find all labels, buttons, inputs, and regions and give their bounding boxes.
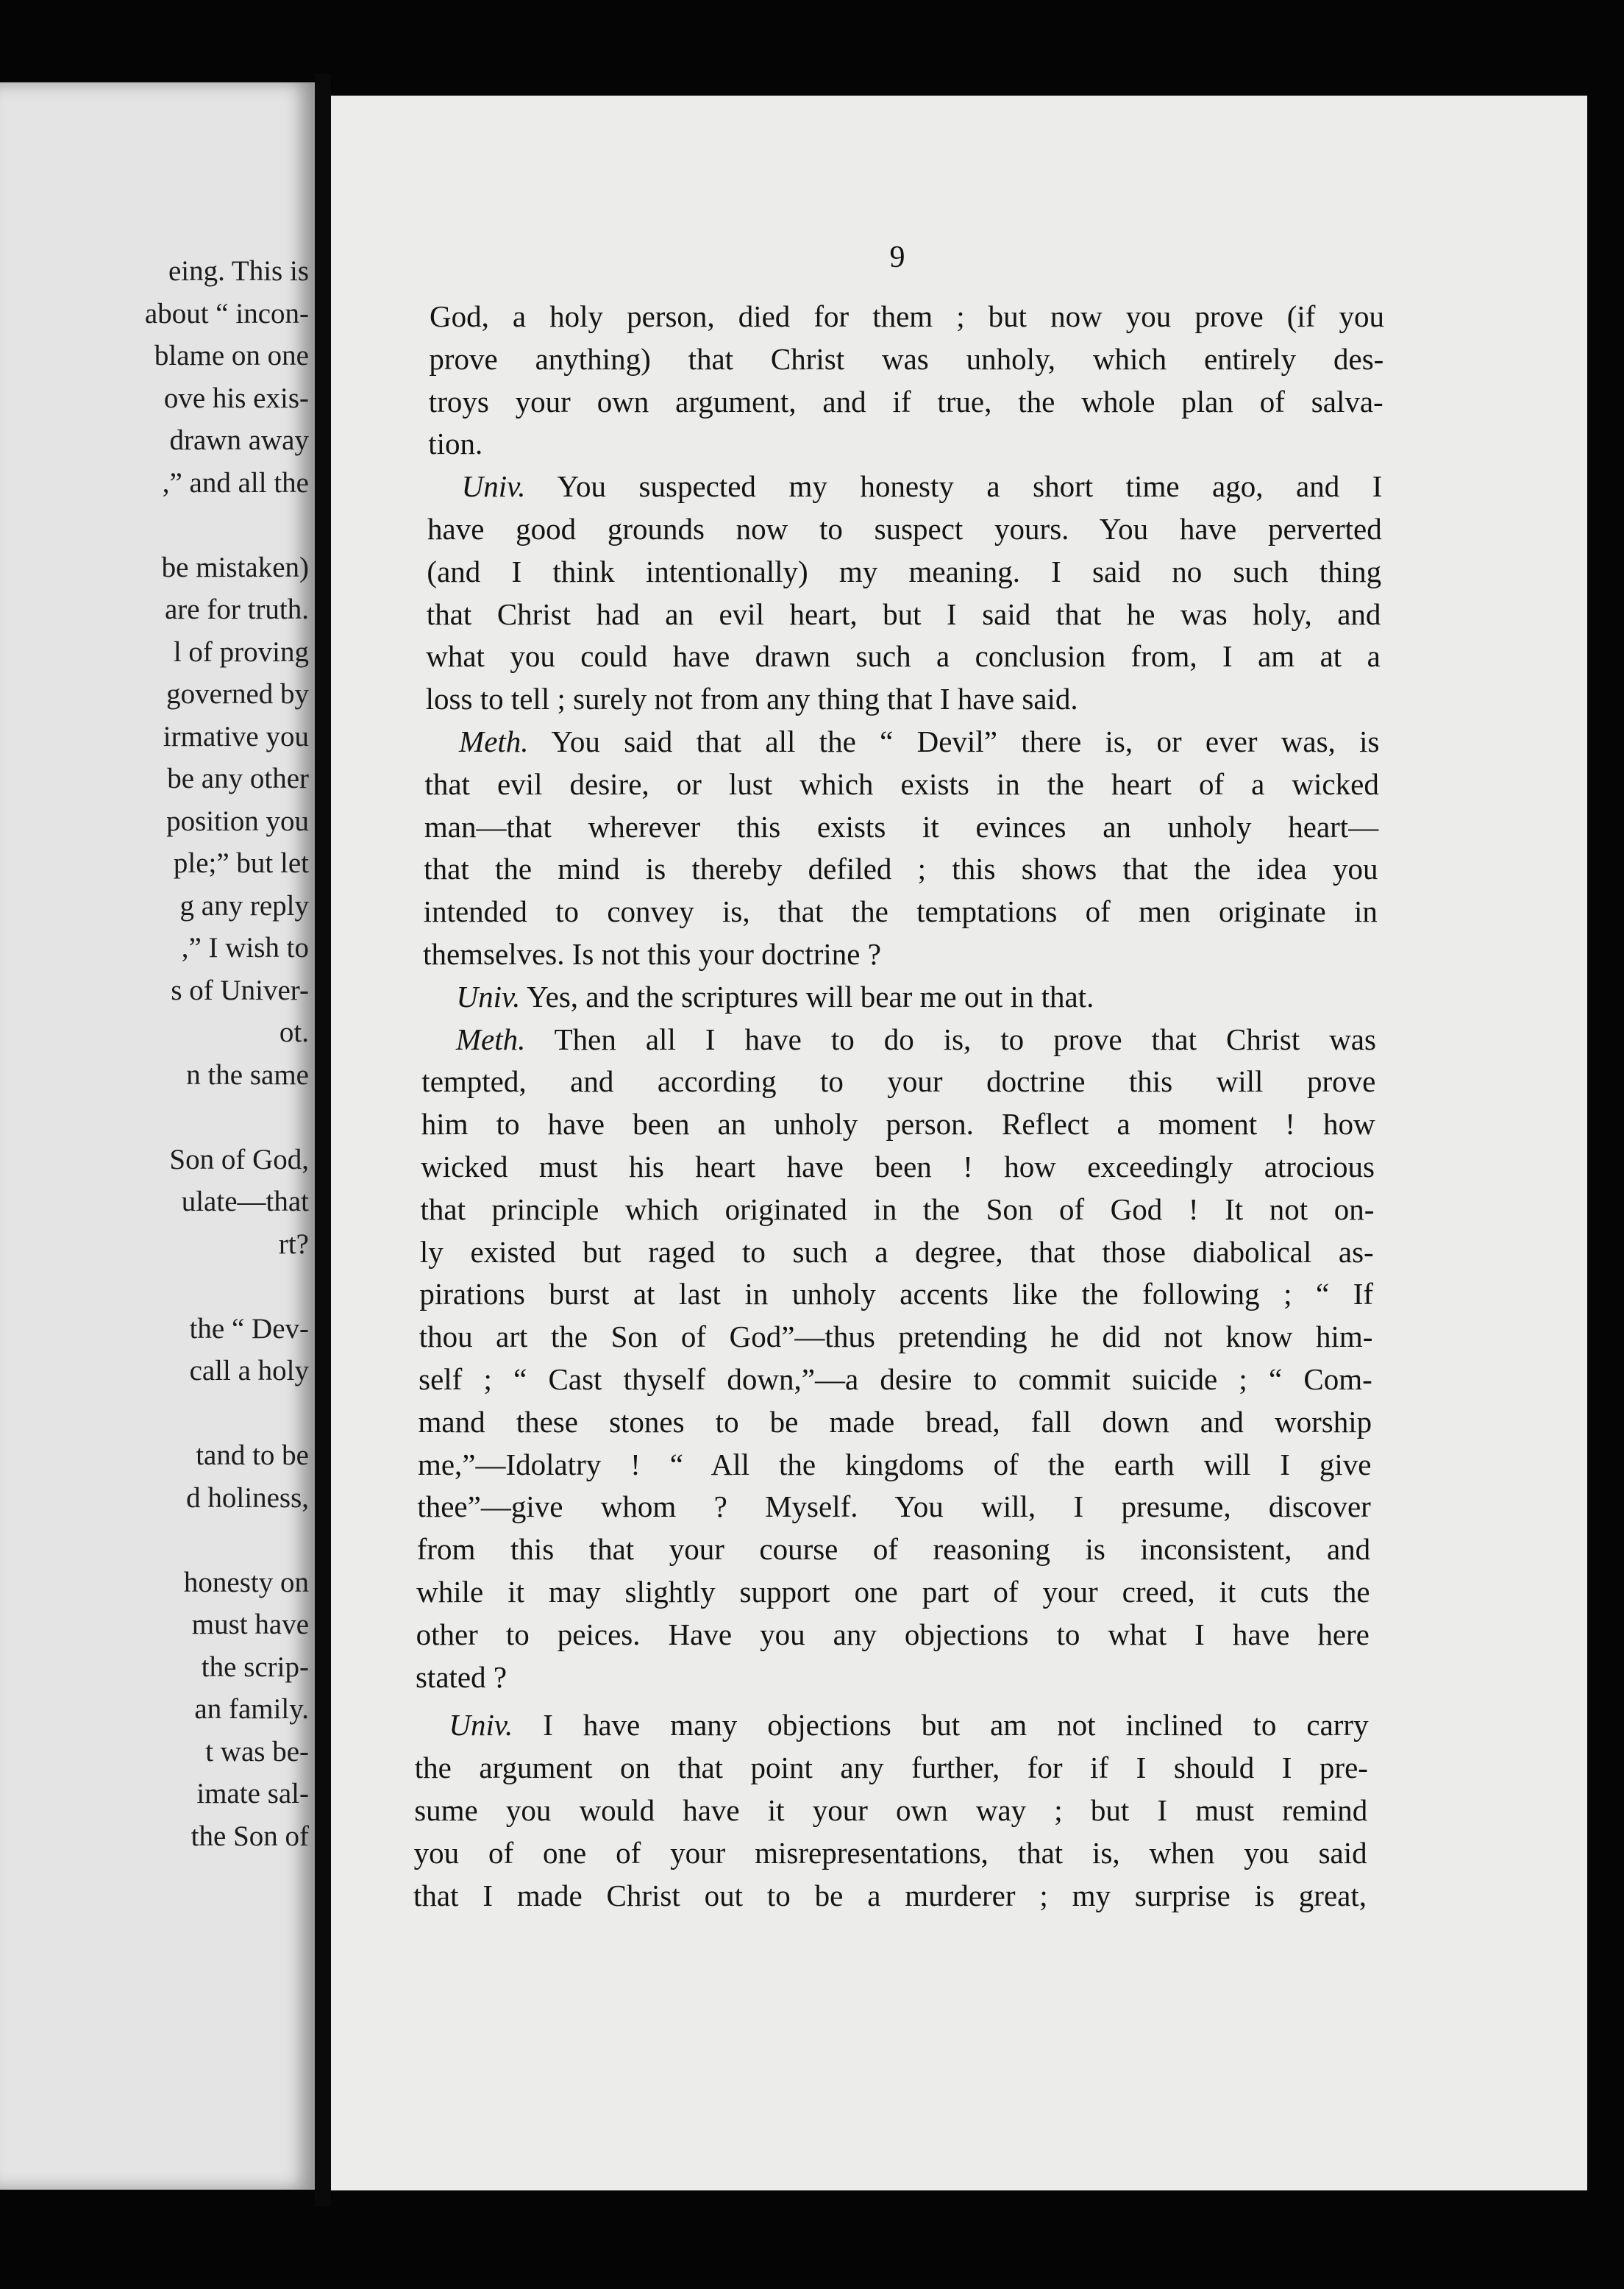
left-page-line: governed by <box>166 678 309 710</box>
line-text: what you could have drawn such a conclusion from, I am at a <box>426 639 1381 674</box>
left-page-line: ove his exis- <box>163 382 309 414</box>
left-page-line: honesty on <box>183 1566 309 1598</box>
line-text: that the mind is thereby defiled ; this shows that the idea you <box>424 852 1378 886</box>
left-page-line: irmative you <box>163 720 309 752</box>
left-page-line: position you <box>166 805 309 837</box>
speaker-label: Meth. <box>455 1022 526 1056</box>
line-text: other to peices. Have you any objections to what I have here <box>416 1617 1370 1651</box>
text-line <box>420 1231 1374 1272</box>
text-line <box>417 1528 1370 1570</box>
dialogue-line <box>462 466 1383 507</box>
text-line <box>424 891 1378 932</box>
left-page-line: ulate—that <box>181 1186 309 1217</box>
text-line <box>416 1614 1370 1655</box>
left-page-line: ot. <box>279 1017 309 1048</box>
left-page-line: g any reply <box>179 889 309 922</box>
line-text: him to have been an unholy person. Reflect a moment ! how <box>421 1107 1375 1142</box>
text-line <box>417 1486 1370 1527</box>
text-line <box>419 1401 1372 1442</box>
line-text: pirations burst at last in unholy accents like the following ; “ If <box>419 1277 1374 1311</box>
left-page-line: n the same <box>186 1058 309 1091</box>
line-text: while it may slightly support one part of your creed, it cuts the <box>416 1575 1370 1609</box>
left-page-line: tand to be <box>196 1439 309 1471</box>
line-text: that I made Christ out to be a murderer ; my surprise is great, <box>413 1878 1367 1912</box>
line-text: me,”—Idolatry ! “ All the kingdoms of the earth will I give <box>417 1447 1372 1481</box>
left-page-line: t was be- <box>205 1735 309 1768</box>
left-page-line: ,” and all the <box>162 466 309 499</box>
left-page-line: be any other <box>167 763 309 794</box>
line-text: sume you would have it your own way ; but I must remind <box>414 1793 1368 1827</box>
speaker-label: Univ. <box>461 469 526 504</box>
text-line <box>423 933 1377 975</box>
text-line <box>414 1790 1367 1831</box>
line-text: I have many objections but am not inclined to carry <box>513 1708 1369 1742</box>
text-line <box>424 806 1378 847</box>
left-page-line: Son of God, <box>169 1143 309 1175</box>
text-line <box>419 1359 1372 1400</box>
left-page-line: imate sal- <box>196 1778 309 1809</box>
left-page-line: ple;” but let <box>173 847 309 879</box>
line-text: that principle which originated in the Son of God ! It not on- <box>420 1192 1375 1226</box>
text-line <box>415 1747 1368 1788</box>
line-text: mand these stones to be made bread, fall down and worship <box>418 1404 1372 1439</box>
text-line <box>428 423 1383 464</box>
line-text: self ; “ Cast thyself down,”—a desire to commit suicide ; “ Com- <box>419 1362 1372 1396</box>
left-page-line: drawn away <box>169 424 309 456</box>
line-text: stated ? <box>415 1659 508 1694</box>
text-line <box>427 594 1381 635</box>
text-line <box>416 1656 1369 1698</box>
text-line <box>421 1061 1375 1102</box>
left-page-line: about “ incon- <box>144 297 309 330</box>
line-text: thee”—give whom ? Myself. You will, I presume, discover <box>417 1489 1371 1524</box>
line-text: troys your own argument, and if true, the whole plan of salva- <box>428 384 1383 419</box>
line-text: prove anything) that Christ was unholy, which entirely des- <box>429 341 1384 376</box>
page-number: 9 <box>889 241 905 274</box>
text-line <box>414 1832 1367 1873</box>
speaker-label: Univ. <box>456 979 521 1014</box>
line-text: the argument on that point any further, for if I should I pre- <box>414 1751 1368 1785</box>
dialogue-line <box>456 976 1376 1017</box>
left-page-line: rt? <box>278 1228 309 1260</box>
text-line <box>427 508 1382 549</box>
left-page-line: are for truth. <box>165 594 309 625</box>
text-line <box>429 381 1383 422</box>
text-line <box>416 1571 1370 1612</box>
line-text: You suspected my honesty a short time ago, and I <box>525 469 1383 504</box>
left-page-line: d holiness, <box>186 1481 309 1514</box>
text-line <box>421 1189 1375 1230</box>
line-text: have good grounds now to suspect yours. You have perverted <box>427 512 1382 546</box>
left-page-line: s of Univer- <box>171 974 309 1006</box>
line-text: you of one of your misrepresentations, that is, when you said <box>413 1835 1367 1870</box>
text-line <box>413 1875 1367 1916</box>
text-line <box>430 296 1384 337</box>
dialogue-line <box>459 721 1379 762</box>
left-page-line: the scrip- <box>201 1651 309 1683</box>
line-text: man—that wherever this exists it evinces an unholy heart— <box>424 809 1379 844</box>
left-page-line: the “ Dev- <box>189 1312 309 1345</box>
line-text: wicked must his heart have been ! how exceedingly atrocious <box>421 1150 1375 1183</box>
speaker-label: Univ. <box>449 1708 513 1742</box>
text-line <box>418 1444 1372 1485</box>
left-page-line: an family. <box>194 1693 309 1725</box>
text-line <box>426 678 1381 719</box>
text-line <box>421 1146 1375 1187</box>
line-text: God, a holy person, died for them ; but now you prove (if you <box>430 299 1384 333</box>
text-line <box>424 763 1378 805</box>
text-line <box>419 1316 1373 1357</box>
line-text: loss to tell ; surely not from any thing that I have said. <box>425 682 1078 716</box>
text-line <box>421 1103 1375 1144</box>
line-text: tempted, and according to your doctrine this will prove <box>421 1064 1376 1099</box>
left-page-line: be mistaken) <box>161 551 309 583</box>
text-line <box>424 848 1378 889</box>
left-page-line: eing. This is <box>168 255 309 287</box>
line-text: tion. <box>428 427 483 461</box>
line-text: that Christ had an evil heart, but I said that he was holy, and <box>426 597 1381 631</box>
left-page-line: call a holy <box>189 1355 309 1386</box>
line-text: ly existed but raged to such a degree, that those diabolical as- <box>419 1234 1374 1269</box>
line-text: that evil desire, or lust which exists in the heart of a wicked <box>424 766 1379 801</box>
line-text: intended to convey is, that the temptations of men originate in <box>423 894 1378 929</box>
line-text: (and I think intentionally) my meaning. I said no such thing <box>427 554 1382 588</box>
left-page-line: blame on one <box>154 340 309 371</box>
text-line <box>427 551 1381 592</box>
text-line <box>419 1273 1373 1314</box>
text-line <box>429 338 1383 380</box>
line-text: from this that your course of reasoning is inconsistent, and <box>416 1532 1371 1567</box>
left-page-line: must have <box>191 1609 309 1640</box>
line-text: thou art the Son of God”—thus pretending he did not know him- <box>419 1320 1373 1354</box>
speaker-label: Meth. <box>459 725 529 758</box>
line-text: themselves. Is not this your doctrine ? <box>423 937 881 971</box>
dialogue-line <box>449 1704 1368 1745</box>
left-page-line: the Son of <box>190 1820 309 1852</box>
left-page-line: ,” I wish to <box>181 932 309 964</box>
line-text: Yes, and the scriptures will bear me out in that. <box>520 979 1094 1014</box>
line-text: You said that all the “ Devil” there is, or ever was, is <box>528 725 1380 758</box>
text-line <box>426 636 1381 677</box>
line-text: Then all I have to do is, to prove that Christ was <box>525 1022 1376 1056</box>
left-page-line: l of proving <box>173 636 309 668</box>
dialogue-line <box>456 1019 1376 1060</box>
